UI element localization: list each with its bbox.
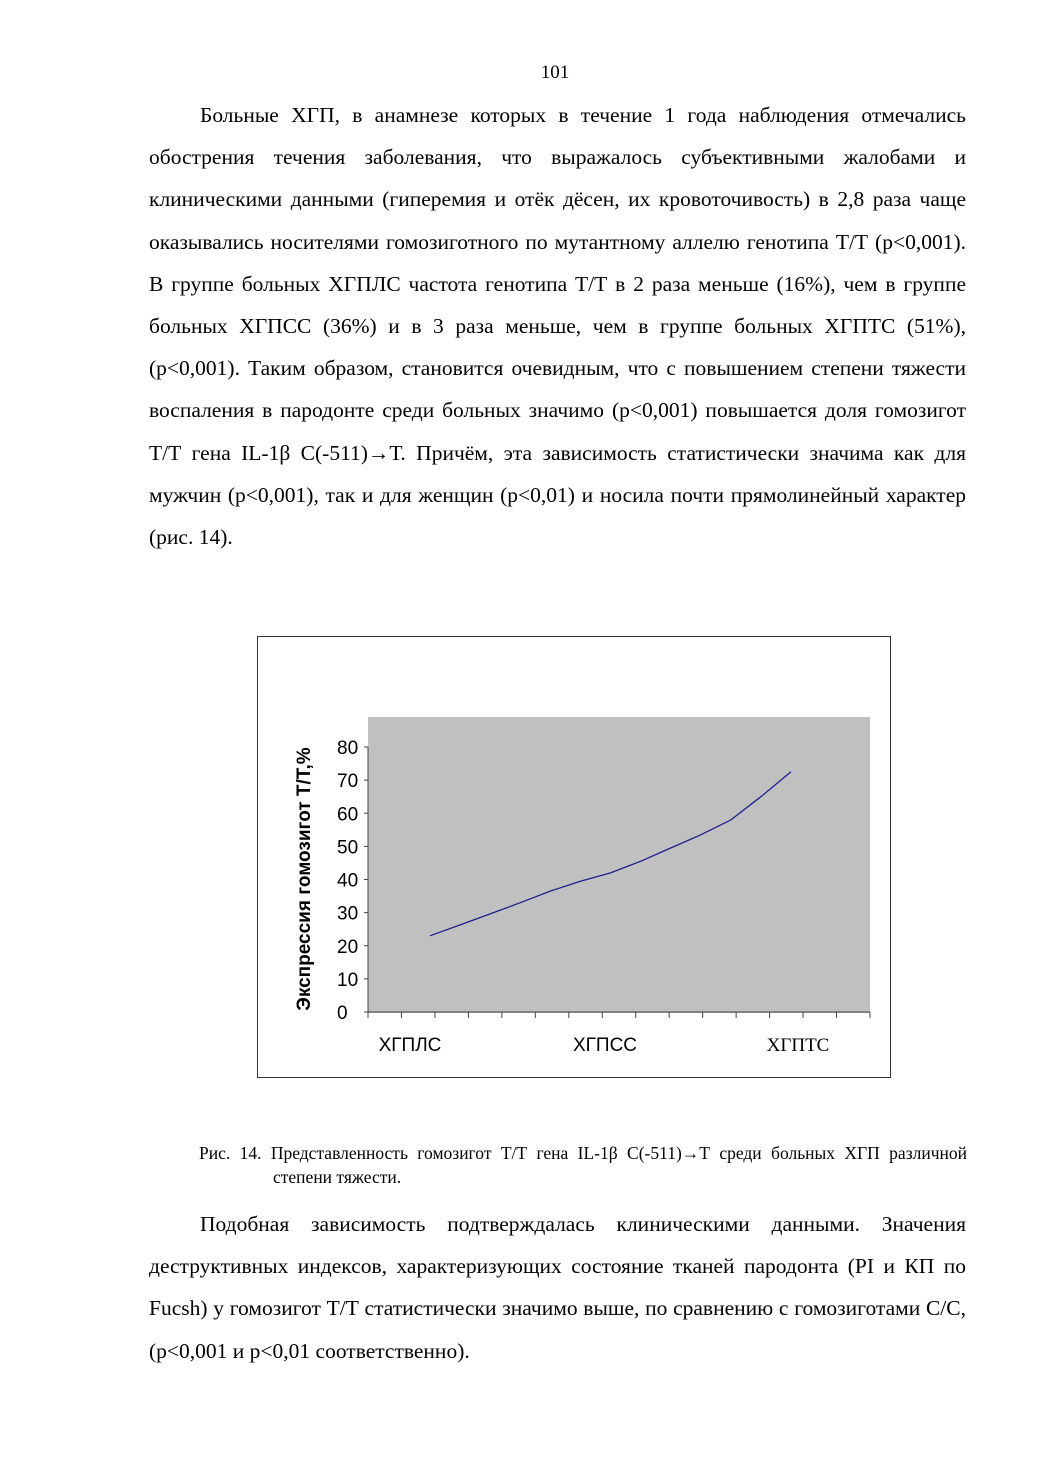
plot-area [368,717,870,1013]
y-axis-label: Экспрессия гомозигот Т/Т,% [294,747,315,1011]
y-tick-label: 40 [337,870,359,892]
line-chart [258,637,890,1077]
y-tick-label: 10 [337,969,359,991]
x-axis [368,1012,870,1056]
y-tick-label: 80 [337,738,359,759]
y-tick-label: 50 [337,837,359,859]
x-category-label: ХГПСС [572,1035,638,1056]
x-category-label: ХГПТС [766,1035,830,1056]
y-tick-label: 20 [337,936,359,958]
y-tick-label: 30 [337,903,359,925]
figure-frame [257,636,891,1078]
figure-caption: Рис. 14. Представленность гомозигот Т/Т гена IL-1β С(-511)→Т среди больных ХГП различной степени тяжести. [199,1143,967,1187]
paragraph-1: Больные ХГП, в анамнезе которых в течение 1 года наблюдения отмечались обострения течения заболевания, что выражалось субъективными жалобами и клиническими данными (гиперемия и отёк дёсен, их кровоточивость) в 2,8 раза чаще оказывались носителями гомозиготного по мутантному аллелю генотипа Т/Т (р<0,001). В группе больных ХГПЛС частота генотипа Т/Т в 2 раза меньше (16%), чем в группе больных ХГПСС (36%) и в 3 раза меньше, чем в группе больных ХГПТС (51%), (р<0,001). Таким образом, становится очевидным, что с повышением степени тяжести воспаления в пародонте среди больных значимо (р<0,001) повышается доля гомозигот Т/Т гена IL-1β С(-511)→Т. Причём, эта зависимость статистически значима как для мужчин (р<0,001), так и для женщин (р<0,01) и носила почти прямолинейный характер (рис. 14). [149,103,966,550]
y-tick-label: 70 [337,771,359,793]
y-tick-label: 60 [337,804,359,826]
page-number: 101 [540,62,570,83]
paragraph-2: Подобная зависимость подтверждалась клиническими данными. Значения деструктивных индексов, характеризующих состояние тканей пародонта (PI и КП по Fucsh) у гомозигот Т/Т статистически значимо выше, по сравнению с гомозиготами С/С, (р<0,001 и р<0,01 соответственно). [149,1212,966,1363]
x-category-label: ХГПЛС [378,1035,442,1056]
y-axis [337,738,368,1024]
y-tick-label: 0 [337,1003,348,1024]
